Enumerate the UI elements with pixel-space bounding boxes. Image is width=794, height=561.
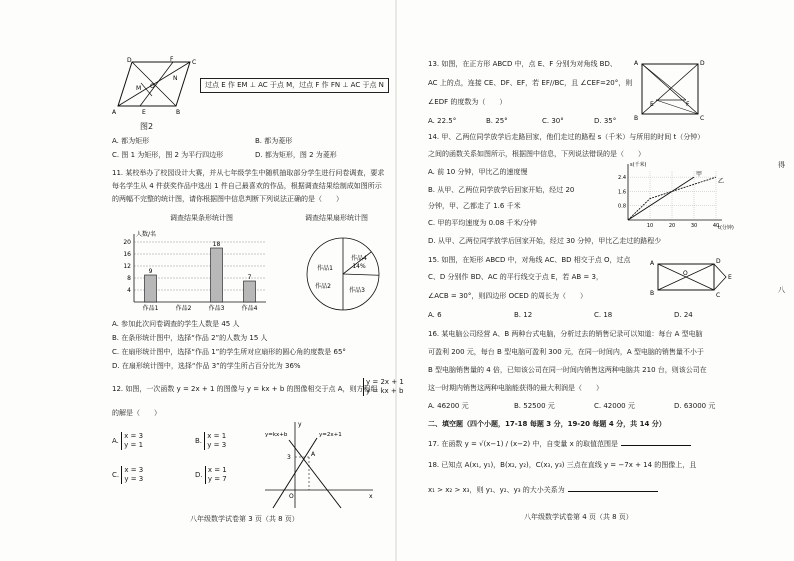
q12-a-x: x = 3 [124,432,144,440]
q11-line-1: 11. 某校举办了校园设计大赛，并从七年级学生中随机抽取部分学生进行问卷调查，要求 [112,169,385,177]
svg-text:B: B [650,290,655,297]
q12-label-x: x [369,493,373,500]
line-xtick: 20 [668,223,676,229]
bar-1 [145,275,157,302]
svg-text:A: A [634,60,639,67]
q12-line-1: 12. 如图，一次函数 y = 2x + 1 的图像与 y = kx + b 的图像相交于点 A，则方程组 [112,385,378,393]
line-xtick: 40 [712,223,720,229]
q11-option-b: B. 在条形统计图中，选择“作品 2”的人数为 15 人 [112,334,268,342]
svg-text:O: O [150,83,155,90]
q16-option-d: D. 63000 元 [674,402,716,410]
right-page [424,0,744,561]
svg-text:F: F [170,56,174,63]
svg-text:E: E [728,274,732,281]
bar-category-label: 作品4 [241,305,258,312]
q13-line-1: 13. 如图，在正方形 ABCD 中，点 E、F 分别为对角线 BD、 [428,60,617,68]
q12-d-y: y = 7 [207,475,227,483]
q14-option-d: D. 从甲、乙两位同学放学后回家开始，经过 30 分钟，甲比乙走过的路程少 [428,237,662,245]
q13-option-b: B. 25° [486,117,508,125]
q13-option-d: D. 35° [594,117,617,125]
svg-text:M: M [136,85,142,92]
svg-text:N: N [173,75,178,82]
pie-label: 作品2 [315,283,331,290]
q16-line-1: 16. 某电脑公司经营 A、B 两种台式电脑，分析过去的销售记录可以知道：每台 A 型电脑 [428,330,703,338]
svg-text:B: B [634,115,639,122]
bar-4 [244,281,256,302]
svg-text:C: C [716,292,721,299]
q12-label-a: A [311,451,316,458]
bar-chart [112,228,272,316]
line-ytick: 1.6 [618,189,626,196]
q12-system [363,378,404,396]
bar-chart-title: 调查结果条形统计图 [170,214,233,222]
svg-text:E: E [142,109,146,116]
q15-option-b: B. 12 [514,311,533,319]
q11-option-d: D. 在扇形统计图中，选择“作品 3”的学生所占百分比为 36% [112,362,301,370]
q13-line-3: ∠EDF 的度数为（ ） [428,98,507,106]
q11-option-a: A. 参加此次问卷调查的学生人数是 45 人 [112,320,240,328]
q16-line-3: B 型电脑销售量的 4 倍，已知该公司在同一时间内销售这两种电脑共 210 台，则该公司在 [428,366,707,374]
bar-ytick: 8 [127,275,131,282]
q18-line-1: 18. 已知点 A(x₁, y₁)，B(x₂, y₂)，C(x₃, y₃) 三点在直线 y = −7x + 14 的图像上，且 [428,461,697,469]
q16-option-a: A. 46200 元 [428,402,469,410]
q15-rectangle [650,258,734,299]
q12-b-y: y = 3 [207,441,227,449]
svg-text:C: C [192,59,197,66]
q14-line-1: 14. 甲、乙两位同学放学后走路回家，他们走过的路程 s（千米）与所用的时间 t（分钟） [428,133,705,141]
q15-line-1: 15. 如图，在矩形 ABCD 中，对角线 AC、BD 相交于点 O，过点 [428,256,631,264]
line-xtick: 30 [690,223,698,229]
q14-option-a: A. 前 10 分钟，甲比乙的速度慢 [428,168,528,176]
edge-mark-2: 八 [778,286,785,294]
page-fold [395,0,397,561]
svg-text:D: D [700,60,705,67]
fig2-caption: 图2 [140,122,154,131]
q16-option-b: B. 52500 元 [514,402,555,410]
q13-square [634,60,706,122]
pie-annotation: 14% [352,263,366,270]
q17 [428,440,691,449]
line-xlabel: t(分钟) [718,225,734,231]
q13-option-a: A. 22.5° [428,117,457,125]
q15-option-d: D. 24 [674,311,693,319]
bar-value-label: 18 [212,241,221,248]
q10-option-c: C. 图 1 为矩形，图 2 为平行四边形 [112,151,224,159]
q13-option-c: C. 30° [542,117,564,125]
pie-label: 作品1 [317,265,333,272]
pie-label: 作品4 [351,255,367,262]
q12-system-top: y = 2x + 1 [366,378,404,386]
q16-option-c: C. 42000 元 [594,402,635,410]
q11-option-c: C. 在扇形统计图中，选择“作品 1”的学生所对应扇形的圆心角的度数是 65° [112,348,346,356]
q11-line-2: 每名学生从 4 件获奖作品中选出 1 件自己最喜欢的作品，根据调查结果绘制成如图所示 [112,182,382,190]
line-ytick: 0.8 [618,203,626,210]
bar-3 [211,248,223,302]
svg-text:O: O [683,270,688,277]
left-footer: 八年级数学试卷第 3 页（共 8 页） [190,515,299,523]
q15-option-c: C. 18 [594,311,613,319]
svg-text:F: F [686,101,690,108]
q12-label-3: 3 [287,454,291,461]
q12-a-y: y = 1 [124,441,144,449]
bar-ytick: 20 [123,239,131,246]
svg-text:B: B [176,109,181,116]
svg-text:D: D [716,258,721,265]
q12-option-a: A. x = 3 y = 1 [112,432,144,449]
q12-label-2x1: y=2x+1 [319,432,342,438]
q15-option-a: A. 6 [428,311,442,319]
pie-label: 作品3 [349,287,365,294]
q14-line-2: 之间的函数关系如图所示，根据图中信息，下列说法错误的是（ ） [428,150,645,158]
pie-slice-edge [343,274,379,275]
line-series-label: 甲 [696,171,703,179]
pie-chart-title: 调查结果扇形统计图 [305,214,368,222]
pie-chart [305,236,385,316]
q15-line-3: ∠ACB = 30°，则四边形 OCED 的周长为（ ） [428,292,588,300]
q18-text: x₁ > x₂ > x₃，则 y₁、y₂、y₃ 的大小关系为 [428,486,565,494]
q10-option-a: A. 都为矩形 [112,137,150,145]
svg-text:E: E [650,101,654,108]
q12-c-y: y = 3 [124,475,144,483]
bar-ytick: 12 [123,263,131,270]
edge-mark-1: 得 [778,161,785,169]
q12-graph [265,420,375,510]
bar-ytick: 16 [123,251,131,258]
q10-option-b: B. 都为菱形 [255,137,293,145]
q14-option-c: C. 甲的平均速度为 0.08 千米/分钟 [428,219,537,227]
bar-value-label: 7 [247,274,252,281]
q12-system-bottom: y = kx + b [366,387,404,395]
svg-text:C: C [700,115,705,122]
q16-line-2: 可盈利 200 元，每台 B 型电脑可盈利 300 元，在同一时间内，A 型电脑的销售量不小于 [428,348,704,356]
left-page [100,0,404,561]
q12-c-x: x = 3 [124,466,144,474]
bar-category-label: 作品1 [142,305,159,312]
q12-option-b: B. x = 1 y = 3 [195,432,227,449]
line-series-1 [628,177,694,220]
bar-category-label: 作品3 [208,305,225,312]
q18-line-2 [428,486,658,495]
svg-text:D: D [127,57,132,64]
bar-ylabel: 人数/名 [136,231,157,238]
svg-text:A: A [650,260,655,267]
q17-text: 17. 在函数 y = √(x−1) / (x−2) 中，自变量 x 的取值范围是 [428,440,618,448]
q17-answer-blank[interactable] [621,445,691,446]
q16-line-4: 这一时期内销售这两种电脑能获得的最大利润是（ ） [428,384,603,392]
line-ylabel: s(千米) [630,162,647,168]
q11-line-3: 的两幅不完整的统计图，请你根据图中信息判断下列说法正确的是（ ） [112,195,343,203]
q14-option-b2: 分钟，甲、乙都走了 1.6 千米 [428,202,521,210]
q12-label-y: y [298,421,302,428]
right-footer: 八年级数学试卷第 4 页（共 8 页） [524,513,633,521]
q14-option-b1: B. 从甲、乙两位同学放学后回家开始，经过 20 [428,186,575,194]
q13-line-2: AC 上的点，连接 CE、DF、EF，若 EF//BC，且 ∠CEF=20°，则 [428,79,633,87]
q12-option-c: C. x = 3 y = 3 [112,466,144,483]
fig2-parallelogram [112,56,198,118]
q12-d-x: x = 1 [207,466,227,474]
q12-line-2: 的解是（ ） [112,409,161,417]
bar-value-label: 9 [148,268,153,275]
q12-label-o: O [289,493,294,500]
line-series-label: 乙 [718,178,725,186]
q12-label-kxb: y=kx+b [265,432,288,438]
line-xtick: 10 [646,223,654,229]
q10-option-d: D. 都为矩形，图 2 为菱形 [255,151,337,159]
bar-ytick: 4 [127,287,131,294]
q14-line-chart [614,160,734,231]
line-ytick: 2.4 [618,175,626,182]
q15-line-2: C、D 分别作 BD、AC 的平行线交于点 E，若 AB = 3， [428,273,603,281]
q18-answer-blank[interactable] [568,491,658,492]
q12-option-d: D. x = 1 y = 7 [195,466,227,483]
bar-category-label: 作品2 [175,305,192,312]
q12-b-x: x = 1 [207,432,227,440]
fig2-note: 过点 E 作 EM ⊥ AC 于点 M，过点 F 作 FN ⊥ AC 于点 N [200,78,389,93]
svg-text:A: A [112,109,117,116]
section-2-heading: 二、填空题（四个小题，17-18 每题 3 分，19-20 每题 4 分，共 14 分） [428,420,666,428]
